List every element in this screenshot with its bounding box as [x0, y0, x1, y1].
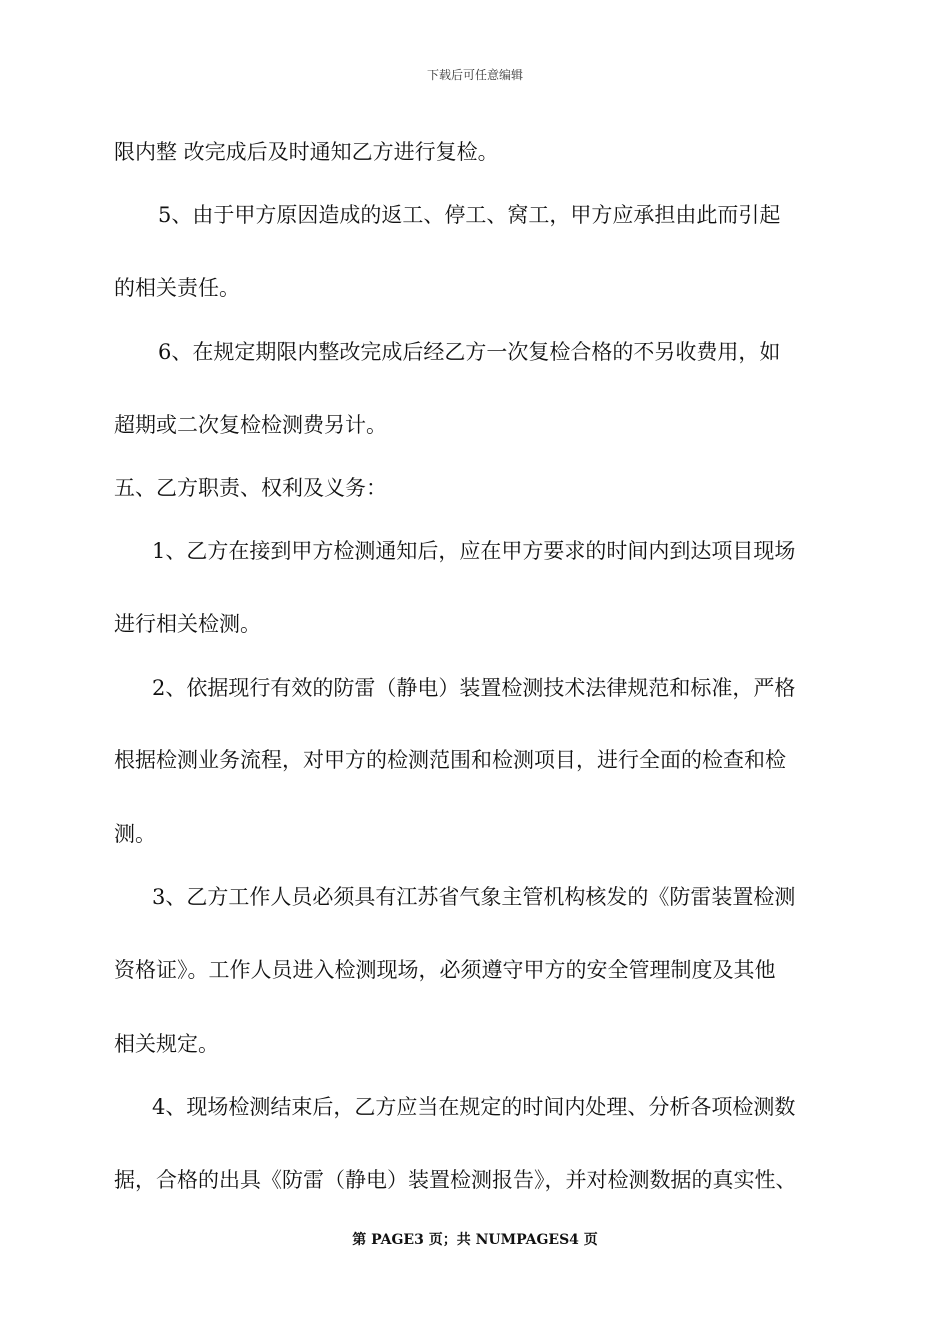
- body-line: 1、乙方在接到甲方检测通知后，应在甲方要求的时间内到达项目现场: [152, 539, 796, 563]
- body-line: 2、依据现行有效的防雷（静电）装置检测技术法律规范和标准，严格: [152, 676, 796, 700]
- body-line: 3、乙方工作人员必须具有江苏省气象主管机构核发的《防雷装置检测: [152, 885, 796, 909]
- body-line: 限内整 改完成后及时通知乙方进行复检。: [114, 140, 499, 164]
- body-line: 据，合格的出具《防雷（静电）装置检测报告》，并对检测数据的真实性、: [114, 1168, 797, 1192]
- section-heading: 五、乙方职责、权利及义务：: [114, 476, 387, 500]
- body-line: 根据检测业务流程，对甲方的检测范围和检测项目，进行全面的检查和检: [114, 748, 786, 772]
- body-line: 进行相关检测。: [114, 612, 261, 636]
- body-line: 超期或二次复检检测费另计。: [114, 413, 387, 437]
- body-line: 4、现场检测结束后，乙方应当在规定的时间内处理、分析各项检测数: [152, 1095, 796, 1119]
- page-footer: 第 PAGE3 页；共 NUMPAGES4 页: [352, 1232, 598, 1248]
- body-line: 6、在规定期限内整改完成后经乙方一次复检合格的不另收费用，如: [158, 340, 781, 364]
- body-line: 相关规定。: [114, 1032, 219, 1056]
- body-line: 测。: [114, 822, 156, 846]
- body-line: 的相关责任。: [114, 276, 240, 300]
- body-line: 5、由于甲方原因造成的返工、停工、窝工，甲方应承担由此而引起: [158, 203, 781, 227]
- body-line: 资格证》。工作人员进入检测现场，必须遵守甲方的安全管理制度及其他: [114, 958, 776, 982]
- page-header: 下载后可任意编辑: [426, 68, 523, 82]
